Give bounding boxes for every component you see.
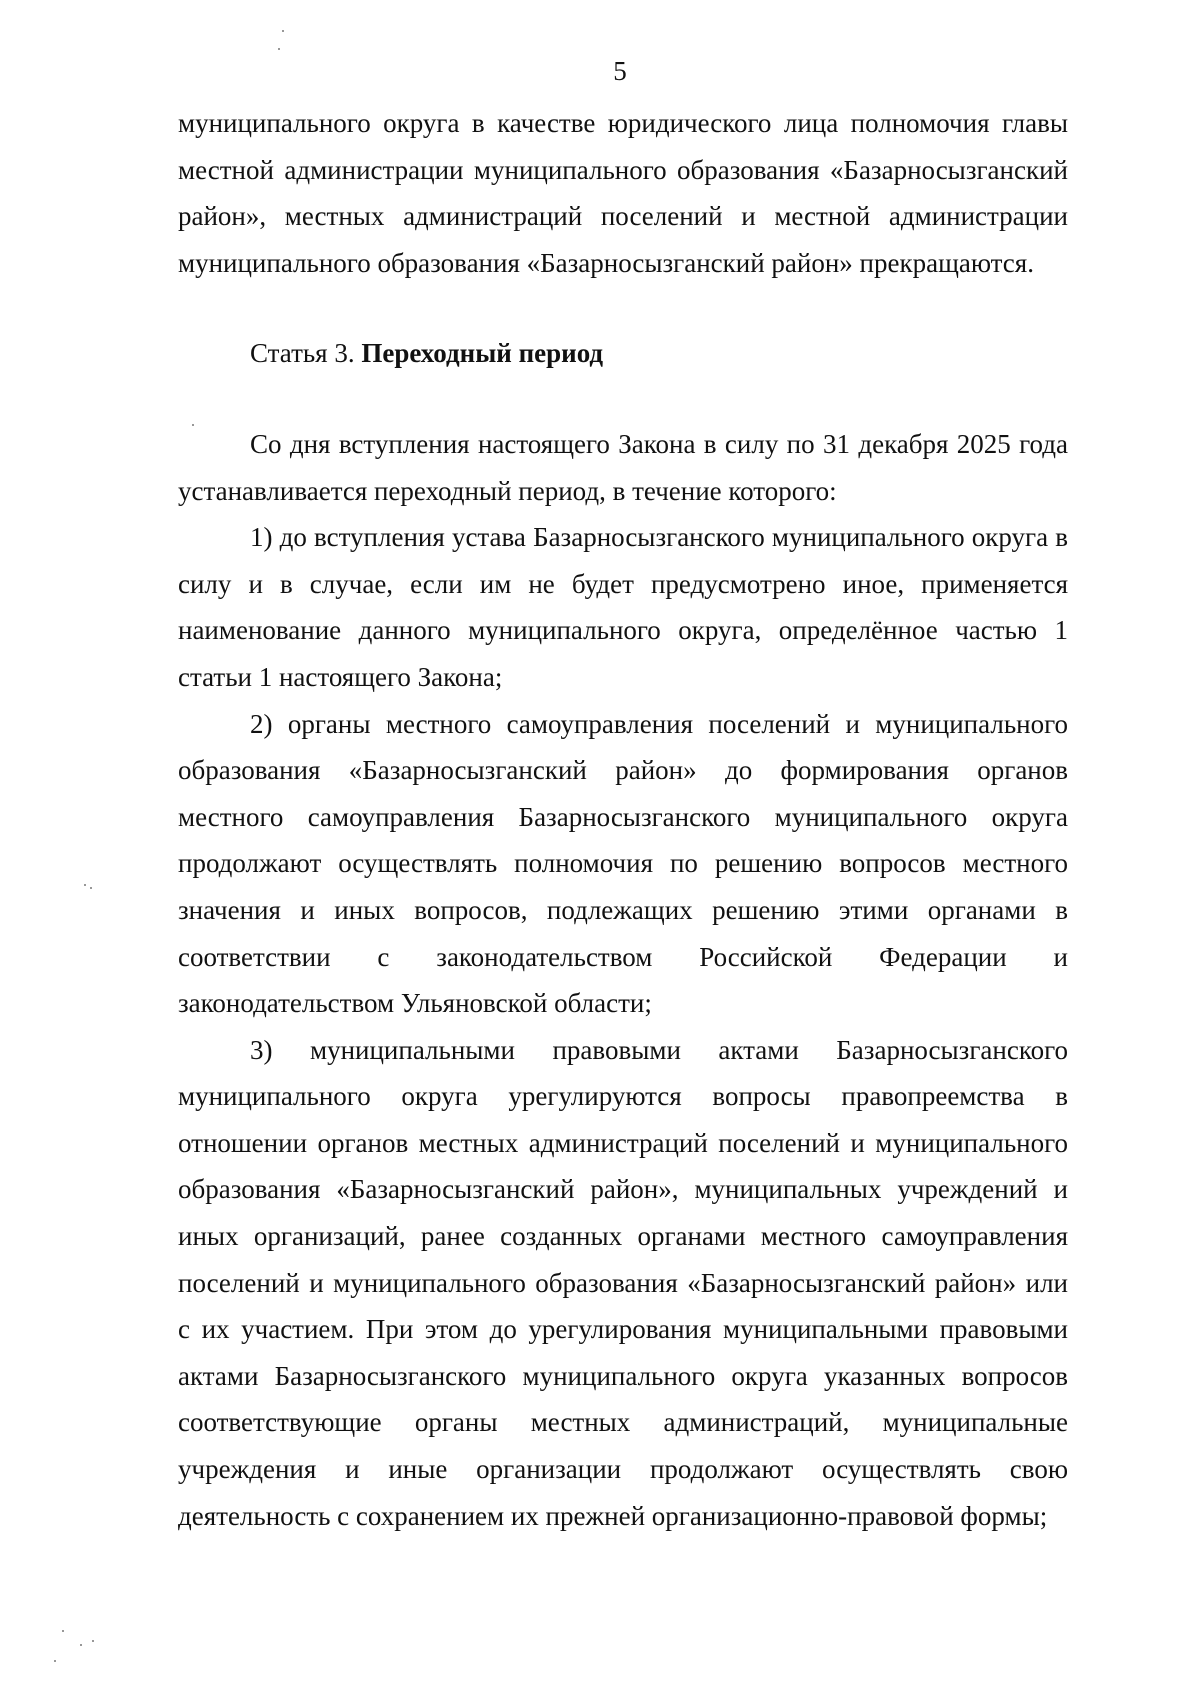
scan-speck xyxy=(80,1644,82,1646)
scan-speck xyxy=(278,48,280,50)
list-item-1: 1) до вступления устава Базарносызганского муниципального округа в силу и в случае, если им не будет предусмотрено иное, применяется наименование данного муниципального округа, определённое частью 1 статьи 1 настоящего Закона; xyxy=(178,522,1068,692)
article-number: Статья 3. xyxy=(250,338,355,369)
intro-paragraph: Со дня вступления настоящего Закона в силу по 31 декабря 2025 года устанавливается переходный период, в течение которого: xyxy=(178,428,1068,506)
scan-speck xyxy=(62,1630,64,1632)
scan-speck xyxy=(84,884,86,886)
continuation-paragraph: муниципального округа в качестве юридического лица полномочия главы местной администрации муниципального образования «Базарносызганский район», местных администраций поселений и местной администрации муниципального образования «Базарносызганский район» прекращаются. xyxy=(178,108,1068,278)
scan-speck xyxy=(92,1640,94,1642)
page-number: 5 xyxy=(613,56,627,86)
scan-speck xyxy=(90,887,92,889)
scan-speck xyxy=(54,1660,56,1662)
list-item-2: 2) органы местного самоуправления поселений и муниципального образования «Базарносызганский район» до формирования органов местного самоуправления Базарносызганского муниципального округа продолжают осуществлять полномочия по решению вопросов местного значения и иных вопросов, подлежащих решению этими органами в соответствии с законодательством Российской Федерации и законодательством Ульяновской области; xyxy=(178,708,1068,1019)
article-heading xyxy=(250,330,1068,377)
document-body xyxy=(178,100,1068,1539)
article-title: Переходный период xyxy=(361,338,604,369)
scan-speck xyxy=(282,30,284,32)
list-item-3: 3) муниципальными правовыми актами Базарносызганского муниципального округа урегулируются вопросы правопреемства в отношении органов местных администраций поселений и муниципального образования «Базарносызганский район», муниципальных учреждений и иных организаций, ранее созданных органами местного самоуправления поселений и муниципального образования «Базарносызганский район» или с их участием. При этом до урегулирования муниципальными правовыми актами Базарносызганского муниципального округа указанных вопросов соответствующие органы местных администраций, муниципальные учреждения и иные организации продолжают осуществлять свою деятельность с сохранением их прежней организационно-правовой формы; xyxy=(178,1034,1068,1531)
scan-speck xyxy=(192,424,194,426)
